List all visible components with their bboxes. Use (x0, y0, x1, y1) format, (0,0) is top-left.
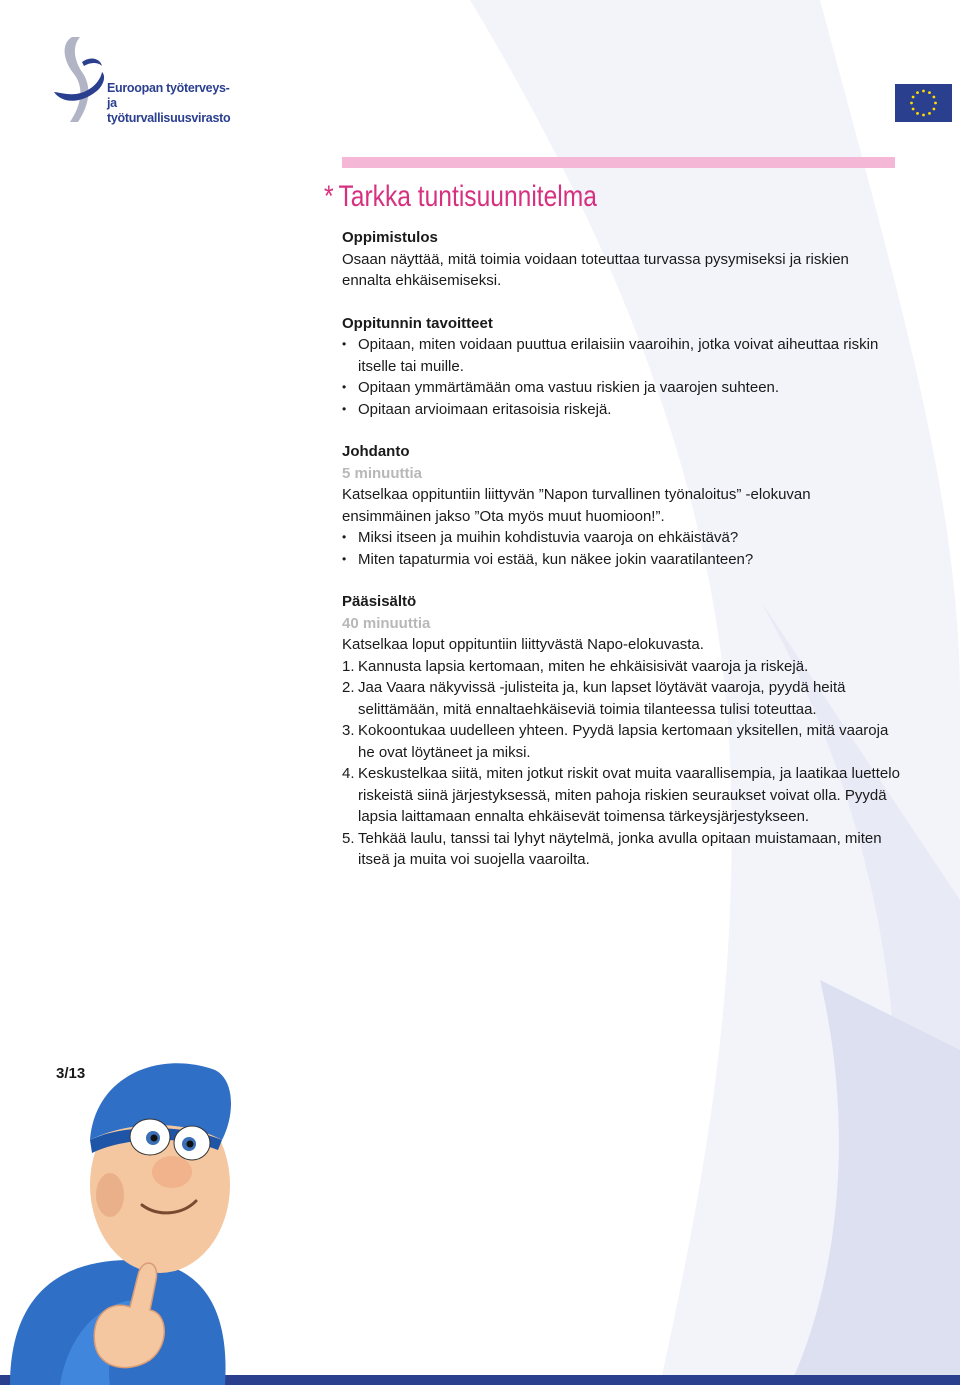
eu-star-icon (928, 112, 931, 115)
list-item-text: Keskustelkaa siitä, miten jotkut riskit ovat muita vaarallisempia, ja laatikaa luettelo riskeistä siinä järjestyksessä, miten pahoja riskien seuraukset voivat olla. Pyydä lapsia laittamaan ennalta ehkäisevät toimensa tärkeysjärjestykseen. (358, 765, 900, 825)
list-item: • Miksi itseen ja muihin kohdistuvia vaaroja on ehkäistävä? (342, 527, 902, 549)
list-item-text: Jaa Vaara näkyvissä -julisteita ja, kun lapset löytävät vaaroja, pyydä heitä selittämään, mitä ennaltaehkäiseviä toimia tilanteessa tulisi toteuttaa. (358, 679, 846, 718)
paasisalto-text: Katselkaa loput oppituntiin liittyvästä Napo-elokuvasta. (342, 636, 704, 653)
list-item: • Opitaan, miten voidaan puuttua erilaisiin vaaroihin, jotka voivat aiheuttaa riskin itselle tai muille. (342, 334, 902, 377)
agency-logo (52, 32, 232, 127)
title-text: Tarkka tuntisuunnitelma (338, 180, 597, 213)
page-title (324, 180, 597, 214)
title-asterisk: * (324, 180, 334, 213)
eu-star-icon (912, 96, 915, 99)
eu-star-icon (916, 91, 919, 94)
eu-star-icon (912, 108, 915, 111)
eu-star-icon (916, 112, 919, 115)
eu-star-icon (932, 96, 935, 99)
section-oppimistulos (342, 227, 902, 292)
section-paasisalto (342, 591, 902, 871)
title-accent-bar (342, 157, 895, 168)
list-item-number: 2. (342, 679, 355, 696)
list-item (342, 677, 902, 720)
list-item-number: 5. (342, 829, 355, 847)
agency-logo-mark (52, 32, 112, 127)
johdanto-text: Katselkaa oppituntiin liittyvän ”Napon turvallinen työnaloitus” -elokuvan ensimmäinen jakso ”Ota myös muut huomioon!”. (342, 486, 811, 525)
list-item-number: 1. (342, 657, 355, 675)
agency-name (107, 81, 237, 126)
johdanto-duration: 5 minuuttia (342, 464, 423, 482)
list-item-number: 3. (342, 722, 355, 739)
eu-star-icon (922, 114, 925, 117)
eu-flag-icon (895, 84, 952, 122)
list-item-text: Kannusta lapsia kertomaan, miten he ehkäisisivät vaaroja ja riskejä. (358, 657, 809, 675)
paasisalto-duration: 40 minuuttia (342, 614, 431, 632)
eu-star-icon (932, 108, 935, 111)
paasisalto-list (342, 656, 902, 871)
eu-star-icon (922, 90, 925, 93)
oppimistulos-heading: Oppimistulos (342, 229, 438, 246)
eu-star-icon (910, 102, 913, 105)
list-item-text: Kokoontukaa uudelleen yhteen. Pyydä lapsia kertomaan yksitellen, mitä vaaroja he ovat löytäneet ja miksi. (358, 722, 889, 761)
agency-name-line2: työturvallisuusvirasto (107, 111, 231, 125)
johdanto-heading: Johdanto (342, 443, 410, 460)
list-item (342, 763, 902, 828)
list-item (342, 828, 902, 871)
eu-star-icon (928, 91, 931, 94)
napo-mascot-illustration (0, 1045, 260, 1385)
paasisalto-heading: Pääsisältö (342, 593, 417, 610)
section-tavoitteet (342, 313, 902, 421)
list-item: • Opitaan arvioimaan eritasoisia riskejä. (342, 399, 902, 421)
lesson-plan-content (342, 227, 902, 892)
list-item-text: Tehkää laulu, tanssi tai lyhyt näytelmä, jonka avulla opitaan muistamaan, miten itseä ja muita voi suojella vaaroilta. (358, 829, 882, 868)
page-number: 3/13 (56, 1065, 86, 1082)
tavoitteet-heading: Oppitunnin tavoitteet (342, 314, 493, 332)
list-item: • Miten tapaturmia voi estää, kun näkee jokin vaaratilanteen? (342, 549, 902, 571)
list-item-number: 4. (342, 765, 355, 782)
oppimistulos-text: Osaan näyttää, mitä toimia voidaan toteuttaa turvassa pysymiseksi ja riskien ennalta ehkäisemiseksi. (342, 250, 849, 289)
eu-star-icon (934, 102, 937, 105)
tavoitteet-list (342, 334, 902, 420)
list-item: • Opitaan ymmärtämään oma vastuu riskien ja vaarojen suhteen. (342, 377, 902, 399)
agency-name-line1: Euroopan työterveys- ja (107, 81, 230, 110)
list-item (342, 720, 902, 763)
section-johdanto (342, 441, 902, 570)
johdanto-list (342, 527, 902, 570)
list-item (342, 656, 902, 678)
